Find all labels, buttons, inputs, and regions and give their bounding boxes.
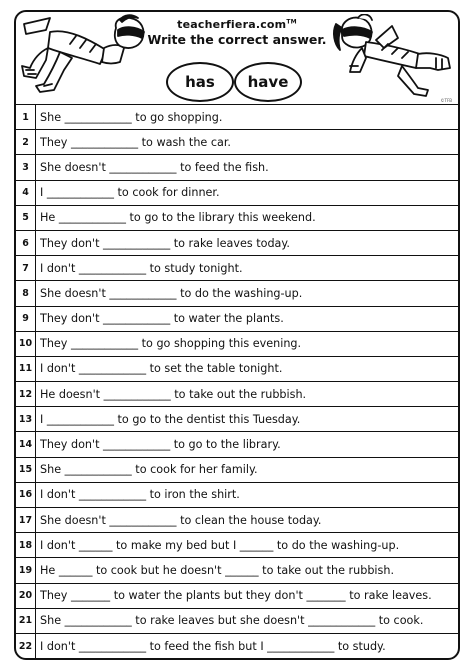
sentence-row xyxy=(16,532,458,557)
sentence-number: 21 xyxy=(16,609,36,633)
sentence-text: She ____________ to go shopping. xyxy=(40,110,223,124)
sentence-number: 9 xyxy=(16,307,36,331)
sentence-number: 5 xyxy=(16,206,36,230)
sentence-number: 14 xyxy=(16,432,36,456)
flying-superhero-girl-illustration xyxy=(332,14,454,98)
word-option-has xyxy=(166,62,234,102)
sentence-row xyxy=(16,331,458,356)
sentence-number: 4 xyxy=(16,181,36,205)
sentence-row xyxy=(16,583,458,608)
sentence-number: 10 xyxy=(16,332,36,356)
sentence-row xyxy=(16,205,458,230)
sentence-row xyxy=(16,482,458,507)
sentence-row xyxy=(16,255,458,280)
illustration-credit: ©TFB xyxy=(440,98,452,103)
sentence-text: I don't ____________ to set the table tonight. xyxy=(40,362,283,376)
sentence-row xyxy=(16,129,458,154)
sentence-row xyxy=(16,431,458,456)
trademark: TM xyxy=(286,18,297,26)
sentence-row xyxy=(16,457,458,482)
sentence-text: She doesn't ____________ to do the washing-up. xyxy=(40,286,303,300)
sentence-row xyxy=(16,306,458,331)
sentence-row xyxy=(16,280,458,305)
sentence-text: They don't ____________ to rake leaves today. xyxy=(40,236,290,250)
sentence-number: 6 xyxy=(16,231,36,255)
sentence-number: 17 xyxy=(16,508,36,532)
sentence-row xyxy=(16,230,458,255)
sentence-text: They don't ____________ to go to the library. xyxy=(40,438,281,452)
sentence-number: 20 xyxy=(16,584,36,608)
word-option-have-label: have xyxy=(247,73,289,91)
sentence-text: I don't ______ to make my bed but I ______ to do the washing-up. xyxy=(40,538,400,552)
sentence-number: 7 xyxy=(16,256,36,280)
sentence-text: She doesn't ____________ to feed the fish. xyxy=(40,160,269,174)
sentence-row xyxy=(16,633,458,658)
sentence-number: 19 xyxy=(16,558,36,582)
sentence-text: He doesn't ____________ to take out the rubbish. xyxy=(40,387,307,401)
sentence-row xyxy=(16,104,458,129)
sentence-number: 3 xyxy=(16,155,36,179)
sentence-number: 11 xyxy=(16,357,36,381)
sentence-row xyxy=(16,406,458,431)
sentence-text: They ____________ to go shopping this evening. xyxy=(40,337,302,351)
site-name-text: teacherfiera.com xyxy=(177,18,287,31)
sentence-number: 15 xyxy=(16,458,36,482)
sentence-number: 13 xyxy=(16,407,36,431)
sentence-list xyxy=(16,104,458,658)
sentence-number: 12 xyxy=(16,382,36,406)
sentence-text: They ____________ to wash the car. xyxy=(40,135,231,149)
sentence-text: She ____________ to rake leaves but she doesn't ____________ to cook. xyxy=(40,614,424,628)
sentence-row xyxy=(16,608,458,633)
sentence-number: 2 xyxy=(16,130,36,154)
sentence-text: She doesn't ____________ to clean the house today. xyxy=(40,513,322,527)
worksheet-title: Write the correct answer. xyxy=(147,32,327,47)
sentence-text: I don't ____________ to feed the fish but I ____________ to study. xyxy=(40,639,386,653)
word-option-have xyxy=(234,62,302,102)
sentence-text: He ______ to cook but he doesn't ______ to take out the rubbish. xyxy=(40,563,395,577)
sentence-row xyxy=(16,557,458,582)
sentence-text: She ____________ to cook for her family. xyxy=(40,463,258,477)
sentence-text: They don't ____________ to water the plants. xyxy=(40,312,284,326)
sentence-number: 8 xyxy=(16,281,36,305)
sentence-text: I ____________ to go to the dentist this Tuesday. xyxy=(40,412,301,426)
sentence-number: 18 xyxy=(16,533,36,557)
sentence-row xyxy=(16,356,458,381)
worksheet-header xyxy=(14,10,460,106)
sentence-text: I don't ____________ to study tonight. xyxy=(40,261,243,275)
sentence-number: 1 xyxy=(16,105,36,129)
sentence-row xyxy=(16,180,458,205)
sentence-number: 16 xyxy=(16,483,36,507)
sentence-text: They _______ to water the plants but they don't _______ to rake leaves. xyxy=(40,589,432,603)
sentence-row xyxy=(16,507,458,532)
sentence-text: I don't ____________ to iron the shirt. xyxy=(40,488,240,502)
sentence-number: 22 xyxy=(16,634,36,658)
sentence-row xyxy=(16,154,458,179)
sentence-text: He ____________ to go to the library this weekend. xyxy=(40,211,316,225)
sentence-text: I ____________ to cook for dinner. xyxy=(40,186,220,200)
sentence-row xyxy=(16,381,458,406)
word-option-has-label: has xyxy=(185,73,215,91)
